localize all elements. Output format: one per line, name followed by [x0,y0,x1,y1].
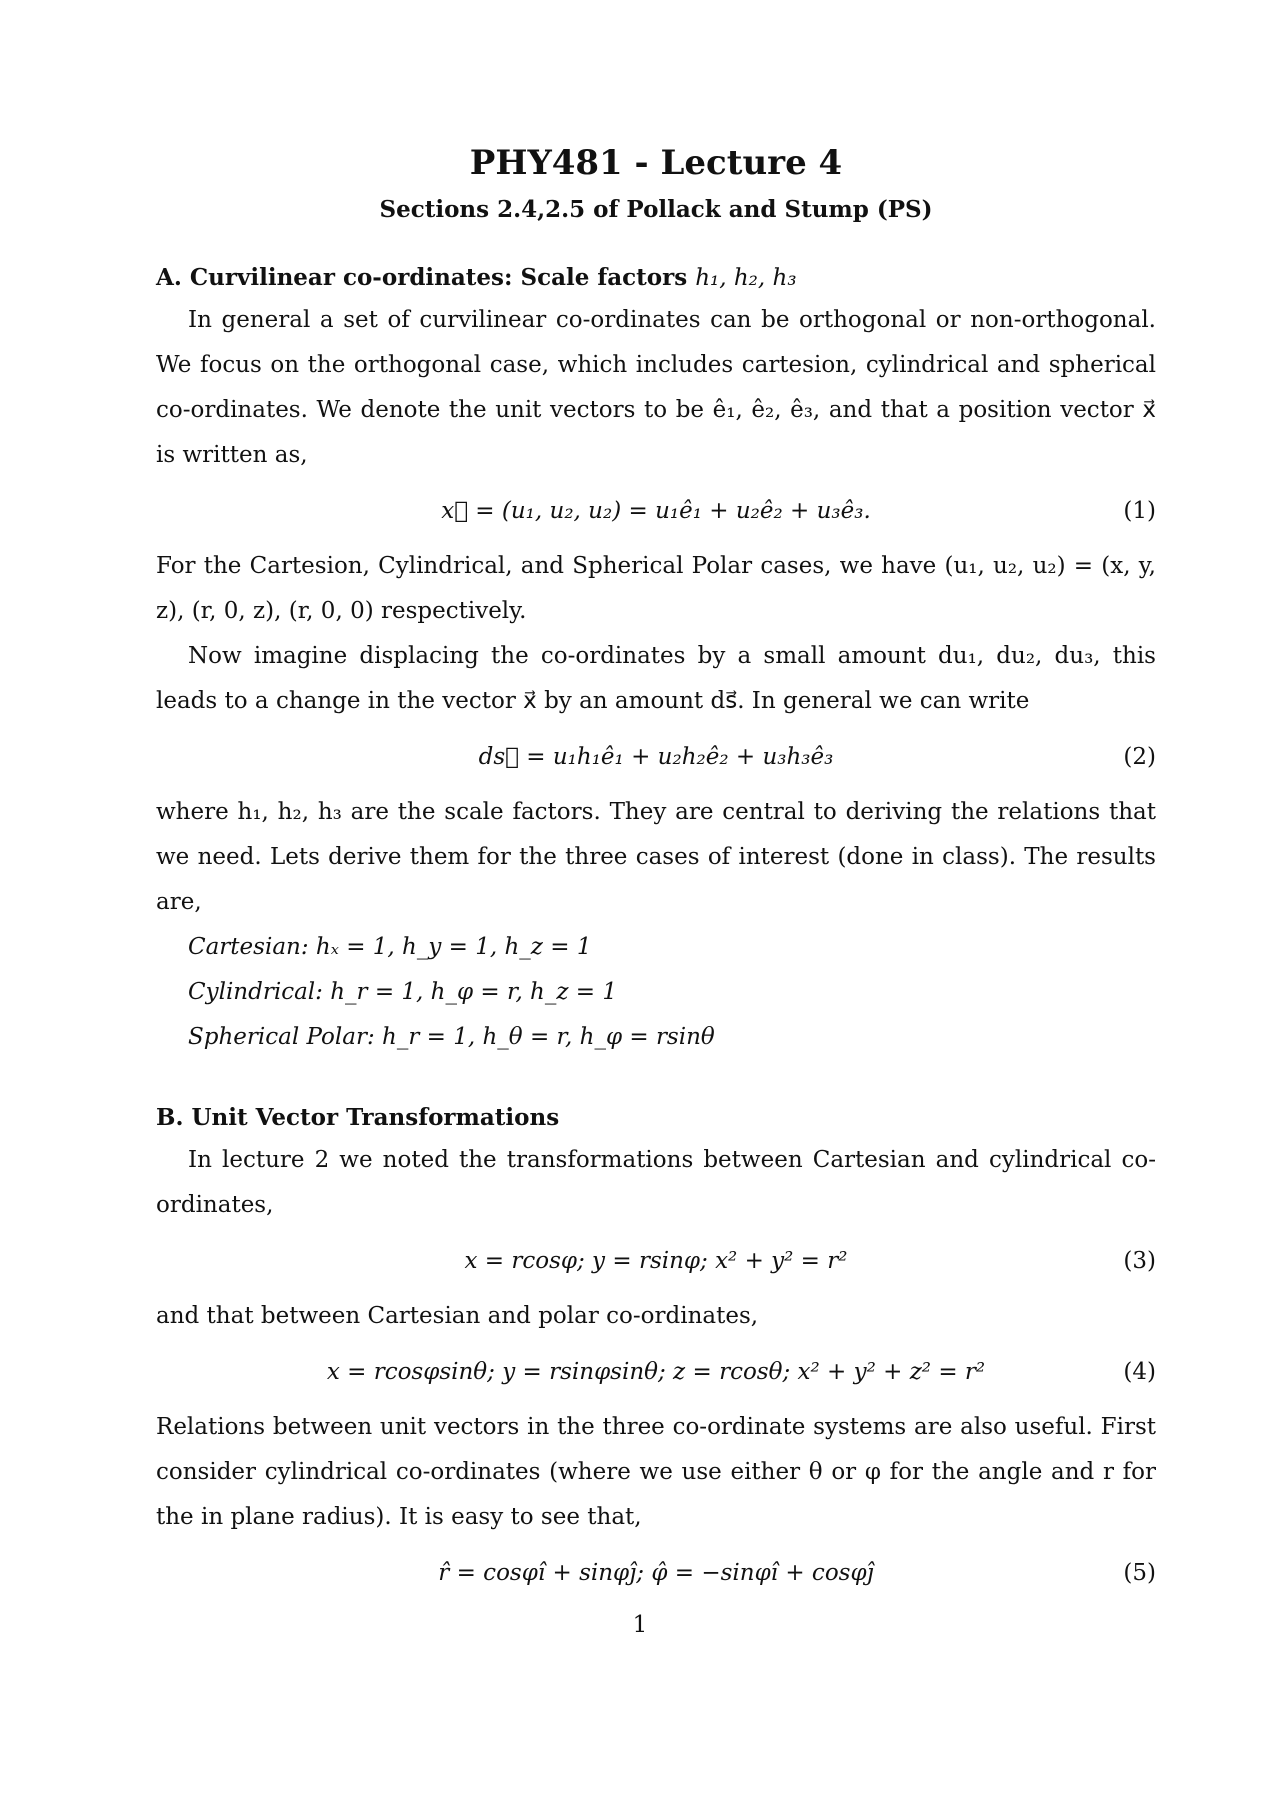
page-number: 1 [632,1612,648,1638]
equation-5 [156,1540,1156,1606]
page-title: PHY481 - Lecture 4 [469,143,843,183]
scale-factor-cylindrical [188,970,1156,1015]
document-page [156,140,1156,1606]
section-a-heading-text: A. Curvilinear co-ordinates: Scale factors [156,264,696,291]
scale-factor-cartesian [188,925,1156,970]
scale-factor-spherical [188,1015,1156,1060]
equation-5-body: r̂ = cosφî + sinφĵ; φ̂ = −sinφî + cosφĵ [438,1560,874,1586]
section-a-heading-math: h₁, h₂, h₃ [695,265,797,291]
equation-3 [156,1228,1156,1294]
section-b-paragraph-1: In lecture 2 we noted the transformations between Cartesian and cylindrical co-ordinates, [156,1147,1156,1218]
equation-5-number: (5) [1123,1560,1156,1586]
section-b-heading: B. Unit Vector Transformations [156,1104,560,1131]
section-a-paragraph-4: where h₁, h₂, h₃ are the scale factors. They are central to deriving the relations that we need. Lets derive them for the three cases of interest (done in class). The results are, [156,799,1156,915]
section-a-heading [156,258,1156,298]
scale-factor-value: h_r = 1, h_φ = r, h_z = 1 [330,979,618,1005]
equation-4 [156,1339,1156,1405]
scale-factor-label: Spherical Polar: [188,1024,375,1050]
scale-factor-value: hₓ = 1, h_y = 1, h_z = 1 [315,934,592,960]
section-a-paragraph-3: Now imagine displacing the co-ordinates by a small amount du₁, du₂, du₃, this leads to a change in the vector x⃗ by an amount ds⃗. In general we can write [156,643,1156,714]
equation-2 [156,724,1156,790]
equation-4-number: (4) [1123,1359,1156,1385]
scale-factor-label: Cylindrical: [188,979,323,1005]
section-b-paragraph-3: Relations between unit vectors in the three co-ordinate systems are also useful. First consider cylindrical co-ordinates (where we use either θ or φ for the angle and r for the in plane radius). It is easy to see that, [156,1414,1156,1530]
section-b-paragraph-2: and that between Cartesian and polar co-ordinates, [156,1303,759,1329]
equation-4-body: x = rcosφsinθ; y = rsinφsinθ; z = rcosθ; x² + y² + z² = r² [326,1359,986,1385]
equation-3-body: x = rcosφ; y = rsinφ; x² + y² = r² [464,1248,848,1274]
equation-1 [156,478,1156,544]
scale-factor-value: h_r = 1, h_θ = r, h_φ = rsinθ [382,1024,715,1050]
scale-factor-label: Cartesian: [188,934,309,960]
page-subtitle: Sections 2.4,2.5 of Pollack and Stump (PS) [379,196,933,223]
equation-2-body: ds⃗ = u₁h₁ê₁ + u₂h₂ê₂ + u₃h₃ê₃ [478,744,834,770]
equation-2-number: (2) [1123,744,1156,770]
equation-1-body: x⃗ = (u₁, u₂, u₂) = u₁ê₁ + u₂ê₂ + u₃ê₃. [441,498,871,524]
section-a-paragraph-2: For the Cartesion, Cylindrical, and Spherical Polar cases, we have (u₁, u₂, u₂) = (x, y, z), (r, 0, z), (r, 0, 0) respectively. [156,553,1156,624]
equation-3-number: (3) [1123,1248,1156,1274]
equation-1-number: (1) [1123,498,1156,524]
section-a-paragraph-1: In general a set of curvilinear co-ordinates can be orthogonal or non-orthogonal. We focus on the orthogonal case, which includes cartesion, cylindrical and spherical co-ordinates. We denote the unit vectors to be ê₁, ê₂, ê₃, and that a position vector x⃗ is written as, [156,307,1156,468]
section-spacer [156,1060,1156,1098]
